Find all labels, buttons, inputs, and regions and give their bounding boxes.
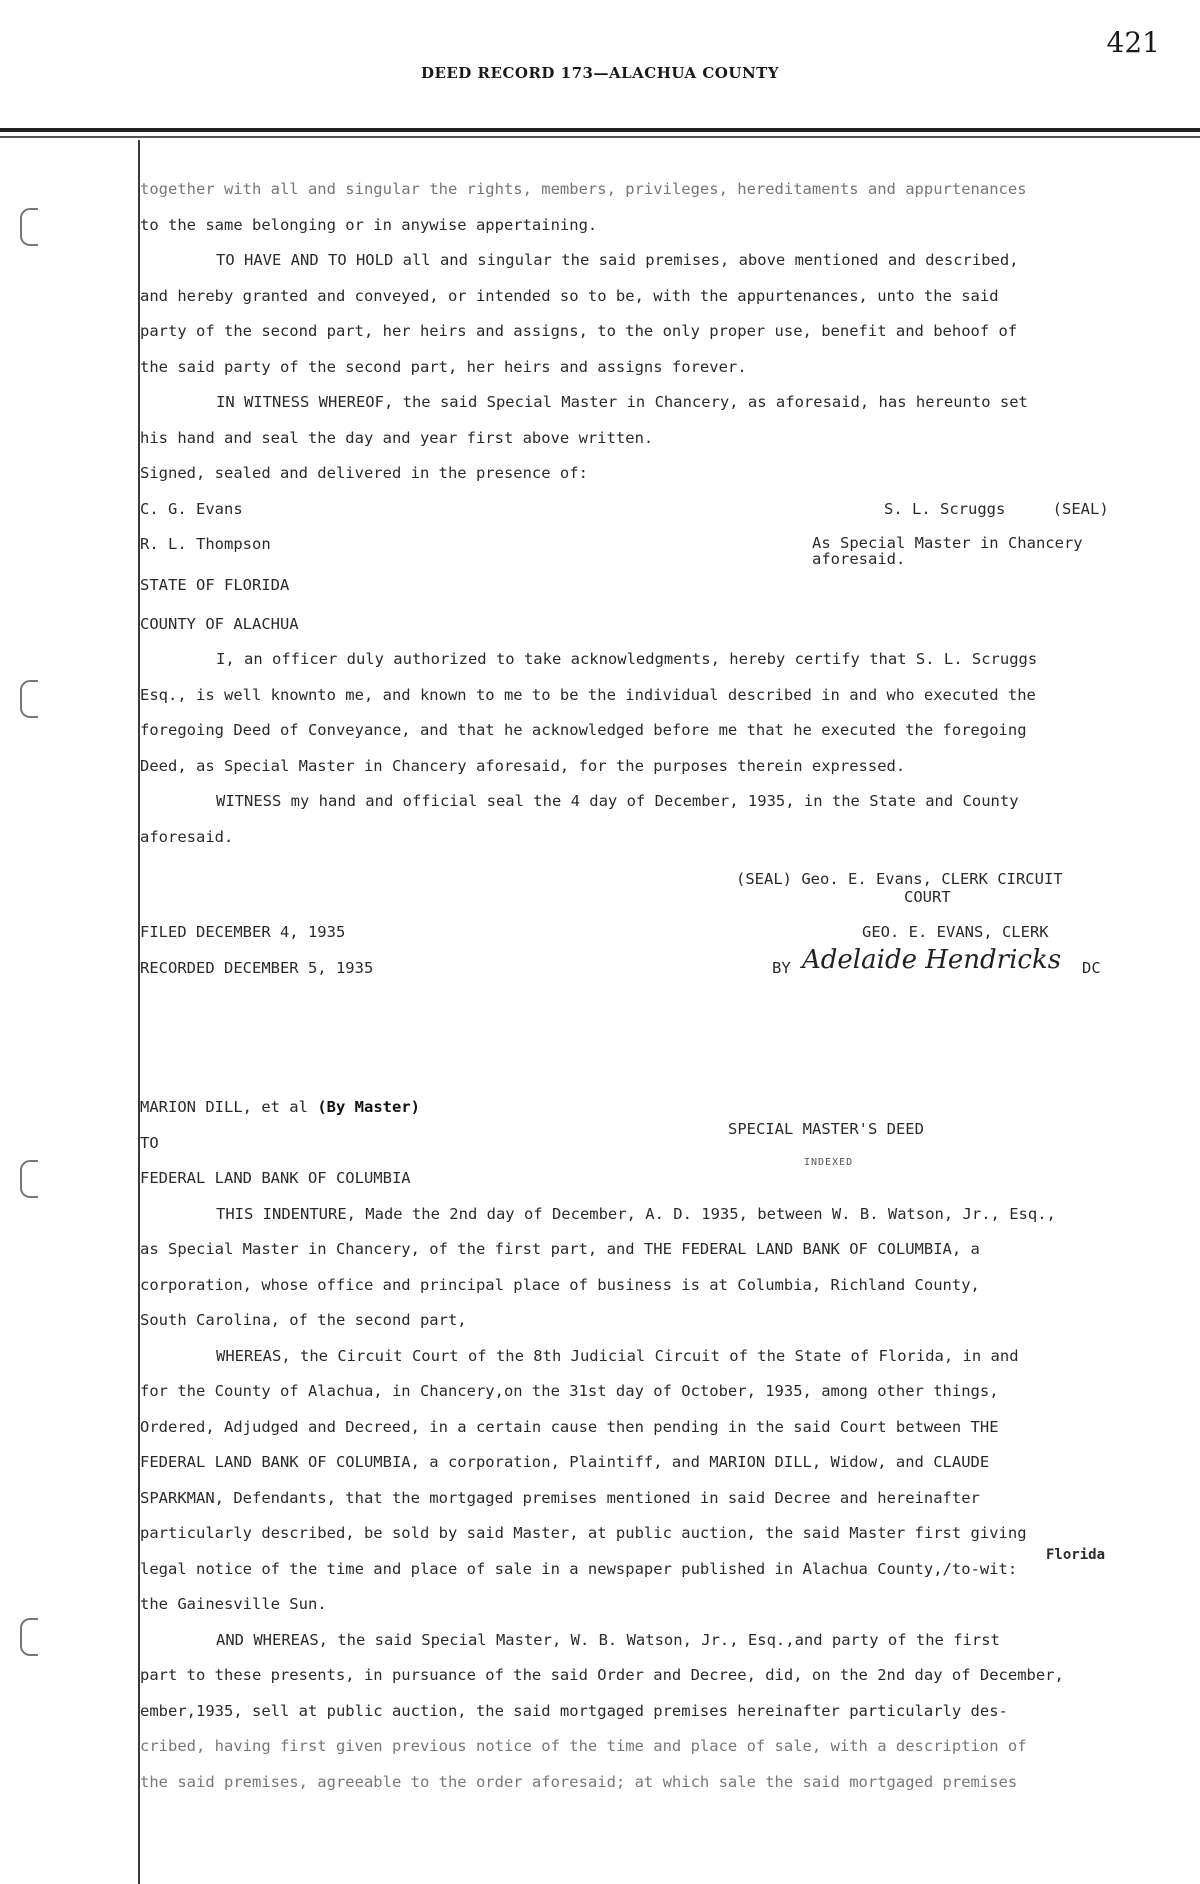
text-line: his hand and seal the day and year first above written. — [140, 428, 654, 447]
header-rule — [0, 128, 1200, 132]
deed-to-row — [140, 1119, 1150, 1162]
signer-title-line: As Special Master in Chancery — [812, 534, 1083, 552]
recorded-date: RECORDED DECEMBER 5, 1935 — [140, 958, 374, 977]
deed-text-line: the Gainesville Sun. — [140, 1595, 327, 1613]
text-line: to the same belonging or in anywise appertaining. — [140, 215, 598, 234]
running-header: DEED RECORD 173—ALACHUA COUNTY — [420, 64, 780, 82]
deed-party-to — [140, 1157, 1150, 1197]
clerk-block — [140, 855, 1150, 915]
deed-text-line: South Carolina, of the second part, — [140, 1311, 467, 1329]
clerk-line: COURT — [904, 888, 951, 906]
party-to: FEDERAL LAND BANK OF COLUMBIA — [140, 1169, 411, 1187]
record-body — [140, 172, 1150, 1800]
county-line: COUNTY OF ALACHUA — [140, 614, 299, 633]
deed-party-from — [140, 1090, 1150, 1126]
text-line: together with all and singular the rights, members, privileges, hereditaments and appurtenances — [140, 180, 1027, 198]
seal-mark: (SEAL) — [1052, 499, 1109, 518]
by-label: BY — [772, 958, 791, 977]
binding-hole-mark — [20, 1618, 38, 1656]
party-from: MARION DILL, et al — [140, 1098, 308, 1116]
filed-date: FILED DECEMBER 4, 1935 — [140, 923, 346, 941]
text-line: Signed, sealed and delivered in the presence of: — [140, 464, 588, 482]
deed-text-line: AND WHEREAS, the said Special Master, W. B. Watson, Jr., Esq.,and party of the first — [216, 1630, 1000, 1649]
page-number: 421 — [1106, 26, 1160, 59]
signer-block — [812, 492, 1109, 528]
state-line: STATE OF FLORIDA — [140, 575, 290, 594]
deed-text-line: as Special Master in Chancery, of the first part, and THE FEDERAL LAND BANK OF COLUMBIA, a — [140, 1240, 980, 1258]
deed-text-line: for the County of Alachua, in Chancery,on the 31st day of October, 1935, among other things, — [140, 1382, 999, 1400]
signature-row — [140, 492, 1150, 528]
deed-text: legal notice of the time and place of sale in a newspaper published in Alachua County,/to-wit: — [140, 1559, 1018, 1578]
text-line: IN WITNESS WHEREOF, the said Special Master in Chancery, as aforesaid, has hereunto set — [216, 393, 1028, 411]
by-master: (By Master) — [317, 1098, 420, 1116]
deed-title: SPECIAL MASTER'S DEED — [728, 1119, 924, 1138]
ack-line: I, an officer duly authorized to take acknowledgments, hereby certify that S. L. Scruggs — [216, 650, 1038, 668]
deed-text-line: corporation, whose office and principal place of business is at Columbia, Richland County, — [140, 1275, 980, 1294]
deed-text-line: ember,1935, sell at public auction, the said mortgaged premises hereinafter particularly des- — [140, 1701, 1008, 1720]
witness-name: C. G. Evans — [140, 499, 243, 518]
signature-row — [140, 527, 1150, 568]
florida-note: Florida — [1046, 1546, 1106, 1563]
text-line: the said party of the second part, her heirs and assigns forever. — [140, 357, 747, 376]
binding-hole-mark — [20, 208, 38, 246]
header-rule-secondary — [0, 136, 1200, 138]
ack-line: foregoing Deed of Conveyance, and that he acknowledged before me that he executed the foregoing — [140, 721, 1027, 739]
dc-label: DC — [1082, 958, 1101, 977]
clerk-signature — [736, 869, 1063, 905]
clerk-name: GEO. E. EVANS, CLERK — [862, 923, 1049, 941]
clerk-line: (SEAL) Geo. E. Evans, CLERK CIRCUIT — [736, 870, 1063, 888]
deed-text-line: Ordered, Adjudged and Decreed, in a certain cause then pending in the said Court between THE — [140, 1417, 999, 1436]
text-line: and hereby granted and conveyed, or intended so to be, with the appurtenances, unto the said — [140, 286, 999, 305]
deed-text-line: WHEREAS, the Circuit Court of the 8th Judicial Circuit of the State of Florida, in and — [216, 1346, 1019, 1365]
recorded-row — [140, 944, 1150, 987]
ack-line: Esq., is well knownto me, and known to me to be the individual described in and who executed the — [140, 685, 1036, 704]
binding-hole-mark — [20, 1160, 38, 1198]
ack-line: Deed, as Special Master in Chancery aforesaid, for the purposes therein expressed. — [140, 756, 906, 775]
witness-name: R. L. Thompson — [140, 535, 271, 553]
ack-line: WITNESS my hand and official seal the 4 day of December, 1935, in the State and County — [216, 792, 1019, 810]
deed-text-line: particularly described, be sold by said Master, at public auction, the said Master first giving — [140, 1524, 1027, 1542]
deed-text-line: part to these presents, in pursuance of the said Order and Decree, did, on the 2nd day of December, — [140, 1666, 1064, 1684]
deed-text-line-with-note — [140, 1546, 1150, 1588]
indexed-stamp: INDEXED — [804, 1157, 854, 1168]
ack-line: aforesaid. — [140, 827, 234, 846]
text-line: party of the second part, her heirs and assigns, to the only proper use, benefit and behoof of — [140, 322, 1018, 340]
clerk-handwritten-signature: Adelaide Hendricks — [802, 944, 1062, 975]
signer-name: S. L. Scruggs — [884, 499, 1006, 518]
deed-text-line: the said premises, agreeable to the order aforesaid; at which sale the said mortgaged premises — [140, 1772, 1018, 1791]
signer-title-line: aforesaid. — [812, 550, 906, 568]
section-gap — [140, 986, 1150, 1090]
deed-text-line: FEDERAL LAND BANK OF COLUMBIA, a corporation, Plaintiff, and MARION DILL, Widow, and CLAUDE — [140, 1453, 990, 1471]
binding-hole-mark — [20, 680, 38, 718]
deed-text-line: SPARKMAN, Defendants, that the mortgaged premises mentioned in said Decree and hereinafter — [140, 1488, 980, 1507]
to-label: TO — [140, 1133, 159, 1152]
text-line: TO HAVE AND TO HOLD all and singular the said premises, above mentioned and described, — [216, 251, 1019, 269]
deed-text-line: THIS INDENTURE, Made the 2nd day of December, A. D. 1935, between W. B. Watson, Jr., Esq., — [216, 1204, 1056, 1223]
deed-text-line: cribed, having first given previous notice of the time and place of sale, with a description of — [140, 1737, 1027, 1755]
